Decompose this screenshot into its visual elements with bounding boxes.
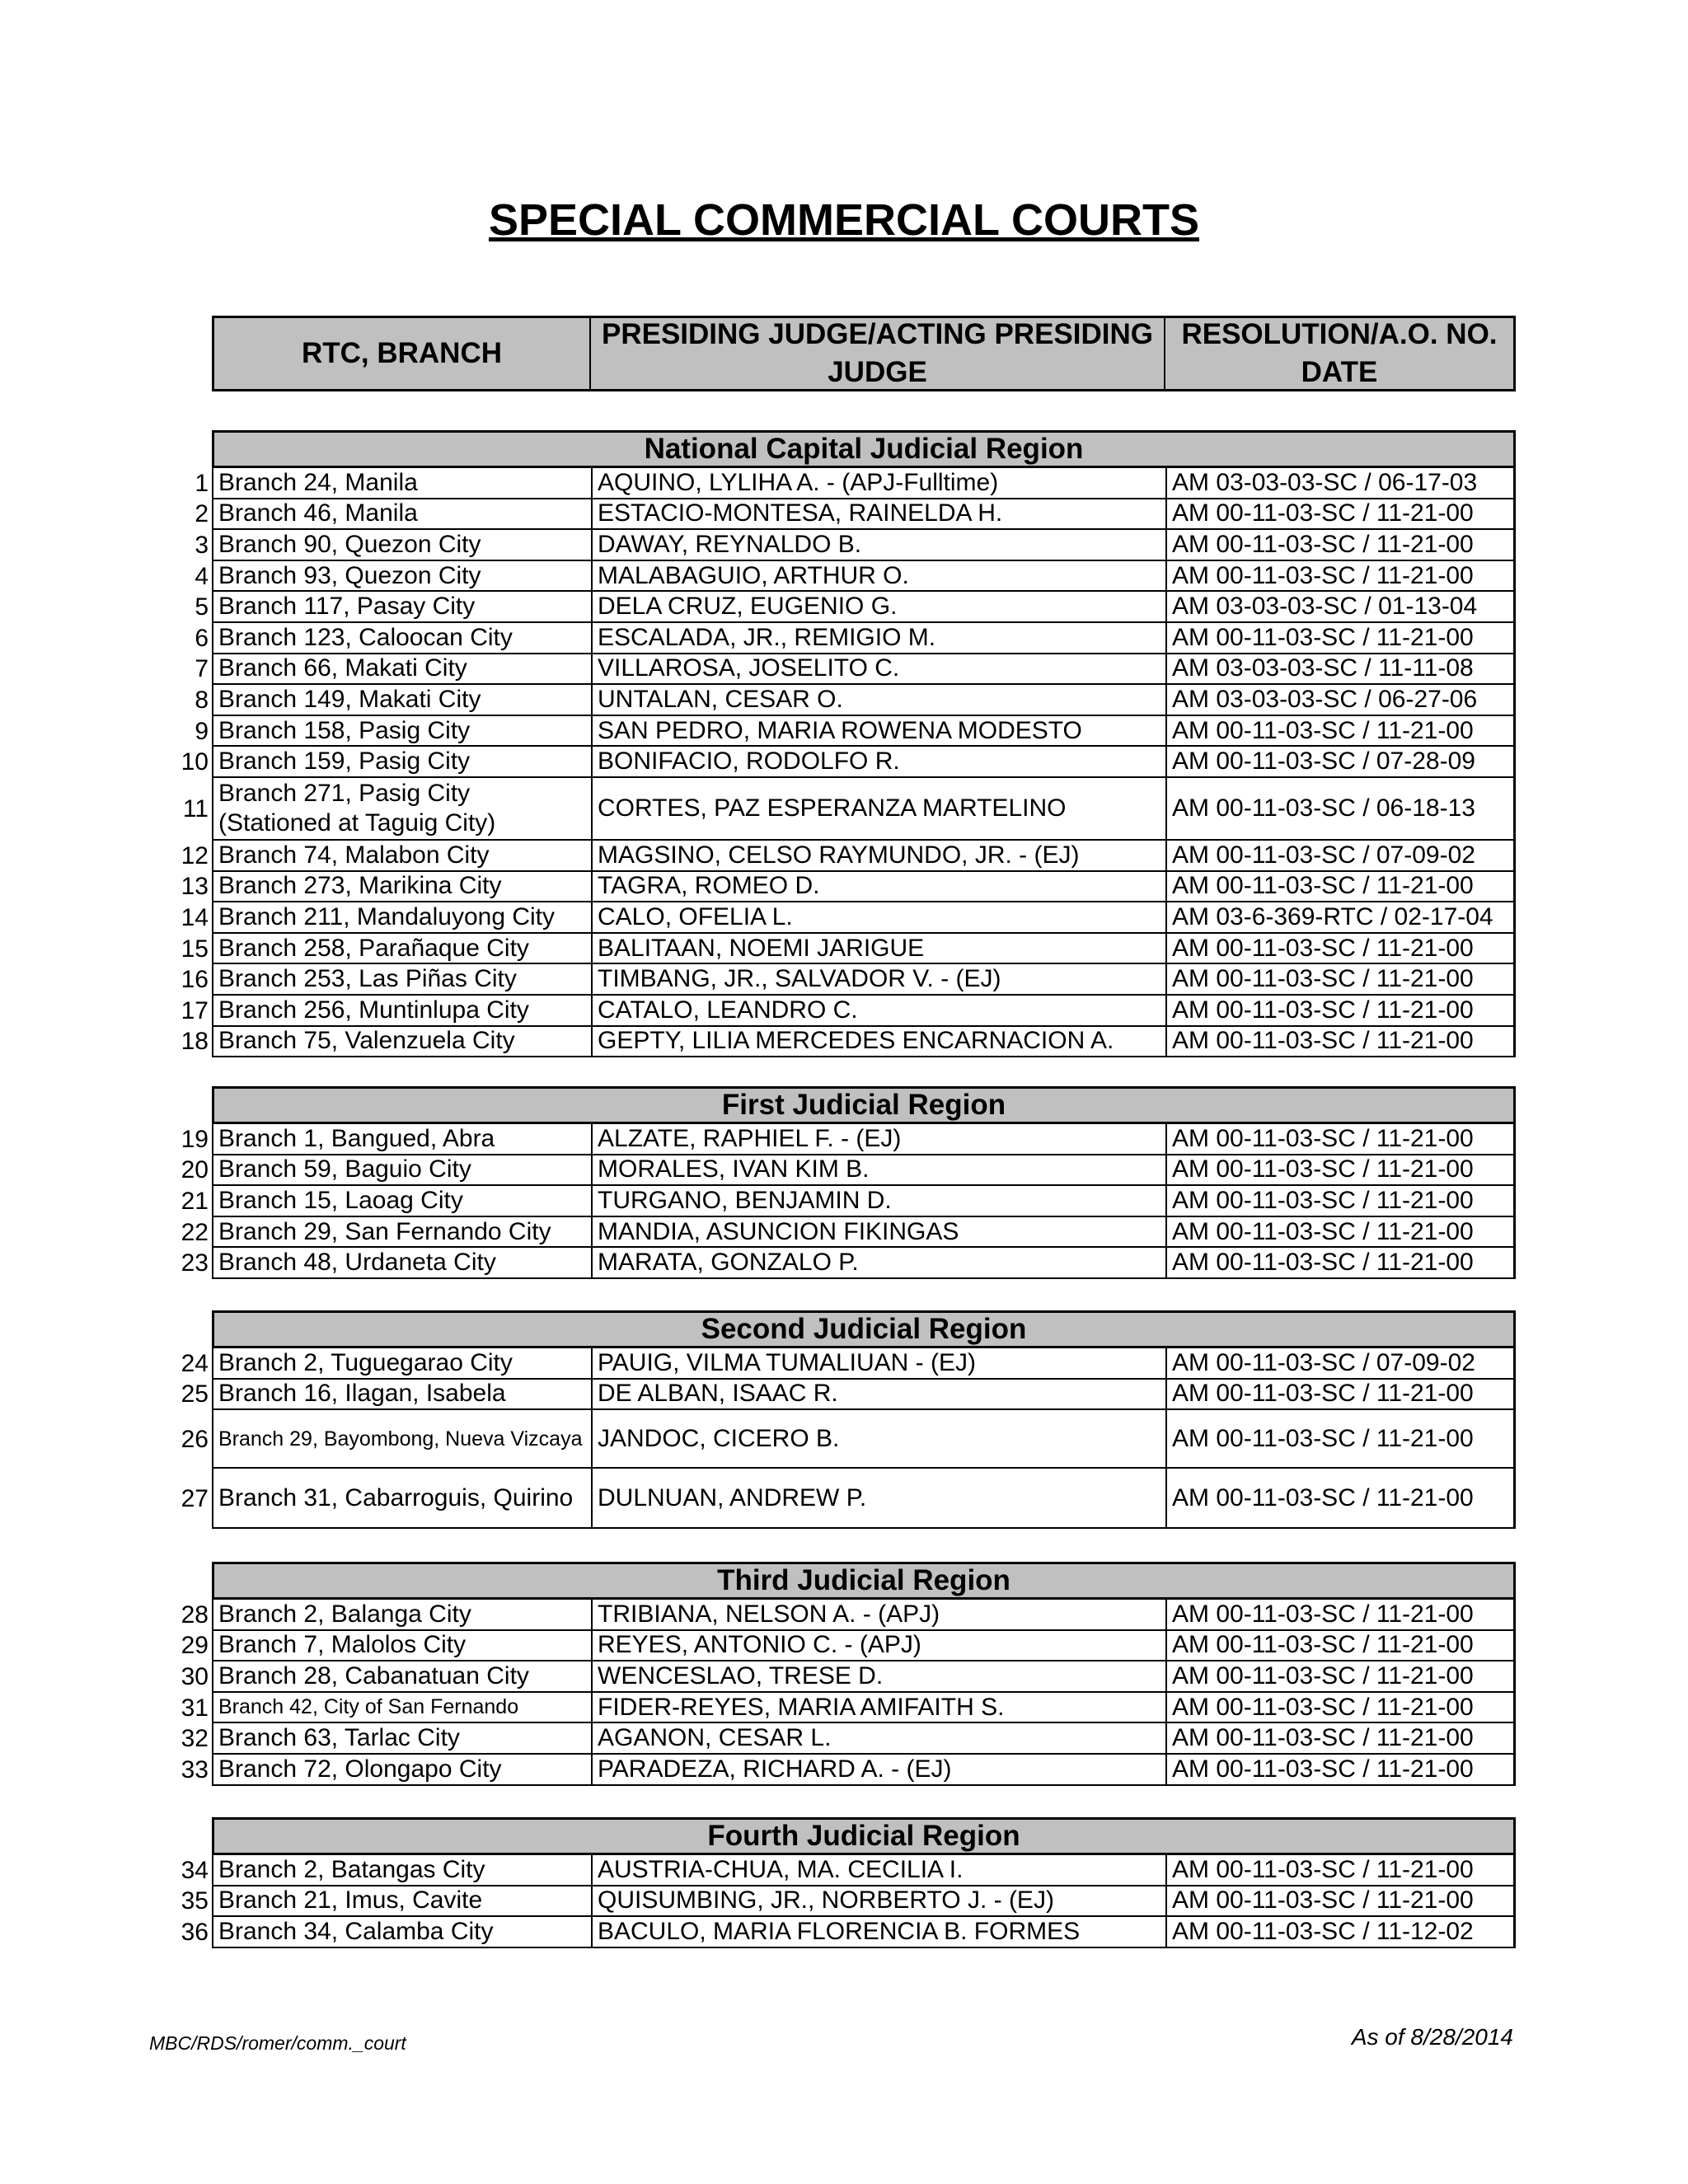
row-number: 3 <box>195 531 209 559</box>
branch-cell: Branch 2, Batangas City <box>212 1855 591 1886</box>
resolution-cell: AM 03-03-03-SC / 06-17-03 <box>1165 468 1516 499</box>
branch-cell: Branch 211, Mandaluyong City <box>212 902 591 934</box>
resolution-cell: AM 03-6-369-RTC / 02-17-04 <box>1165 902 1516 934</box>
judge-cell: BONIFACIO, RODOLFO R. <box>591 747 1165 778</box>
row-number: 13 <box>181 873 209 901</box>
branch-cell: Branch 253, Las Piñas City <box>212 964 591 996</box>
judge-cell: AGANON, CESAR L. <box>591 1723 1165 1755</box>
region-header: Third Judicial Region <box>212 1562 1516 1600</box>
branch-cell: Branch 66, Makati City <box>212 654 591 686</box>
table-row <box>0 747 1688 778</box>
row-number: 35 <box>181 1887 209 1915</box>
branch-cell: Branch 28, Cabanatuan City <box>212 1661 591 1693</box>
judge-cell: DULNUAN, ANDREW P. <box>591 1469 1165 1529</box>
branch-cell: Branch 42, City of San Fernando <box>212 1693 591 1724</box>
branch-cell: Branch 7, Malolos City <box>212 1631 591 1662</box>
region-header: Fourth Judicial Region <box>212 1817 1516 1855</box>
row-number: 12 <box>181 841 209 869</box>
judge-cell: BALITAAN, NOEMI JARIGUE <box>591 934 1165 965</box>
judge-cell: PAUIG, VILMA TUMALIUAN - (EJ) <box>591 1348 1165 1380</box>
branch-cell: Branch 74, Malabon City <box>212 841 591 872</box>
branch-cell: Branch 90, Quezon City <box>212 530 591 561</box>
row-number: 25 <box>181 1380 209 1408</box>
resolution-cell: AM 00-11-03-SC / 11-21-00 <box>1165 1755 1516 1786</box>
table-row <box>0 778 1688 841</box>
resolution-cell: AM 00-11-03-SC / 11-21-00 <box>1165 1855 1516 1886</box>
row-number: 14 <box>181 903 209 931</box>
table-row <box>0 623 1688 654</box>
row-number: 5 <box>195 593 209 621</box>
row-number: 18 <box>181 1028 209 1056</box>
resolution-cell: AM 00-11-03-SC / 11-21-00 <box>1165 1723 1516 1755</box>
judge-cell: ESTACIO-MONTESA, RAINELDA H. <box>591 499 1165 531</box>
row-number: 20 <box>181 1156 209 1184</box>
table-row <box>0 1348 1688 1380</box>
branch-cell: Branch 256, Muntinlupa City <box>212 996 591 1027</box>
table-row <box>0 561 1688 593</box>
row-number: 4 <box>195 562 209 590</box>
resolution-cell: AM 00-11-03-SC / 07-09-02 <box>1165 841 1516 872</box>
resolution-cell: AM 00-11-03-SC / 11-21-00 <box>1165 1886 1516 1918</box>
resolution-cell: AM 00-11-03-SC / 11-21-00 <box>1165 623 1516 654</box>
table-row <box>0 872 1688 903</box>
branch-cell: Branch 93, Quezon City <box>212 561 591 593</box>
branch-cell: Branch 29, San Fernando City <box>212 1217 591 1249</box>
table-row <box>0 1469 1688 1529</box>
judge-cell: SAN PEDRO, MARIA ROWENA MODESTO <box>591 716 1165 748</box>
resolution-cell: AM 00-11-03-SC / 11-21-00 <box>1165 1217 1516 1249</box>
resolution-cell: AM 00-11-03-SC / 11-21-00 <box>1165 872 1516 903</box>
page-title: SPECIAL COMMERCIAL COURTS <box>488 195 1200 245</box>
table-row <box>0 996 1688 1027</box>
row-number: 10 <box>181 748 209 776</box>
branch-cell: Branch 34, Calamba City <box>212 1917 591 1948</box>
table-row <box>0 902 1688 934</box>
footer-date: As of 8/28/2014 <box>1351 2024 1513 2050</box>
judge-cell: WENCESLAO, TRESE D. <box>591 1661 1165 1693</box>
table-row <box>0 530 1688 561</box>
table-row <box>0 1755 1688 1786</box>
row-number: 27 <box>181 1484 209 1512</box>
branch-cell: Branch 29, Bayombong, Nueva Vizcaya <box>212 1410 591 1469</box>
judge-cell: MARATA, GONZALO P. <box>591 1248 1165 1279</box>
branch-cell: Branch 63, Tarlac City <box>212 1723 591 1755</box>
table-row <box>0 1600 1688 1631</box>
resolution-cell: AM 00-11-03-SC / 11-21-00 <box>1165 934 1516 965</box>
branch-cell: Branch 123, Caloocan City <box>212 623 591 654</box>
row-number: 28 <box>181 1601 209 1629</box>
table-row <box>0 841 1688 872</box>
table-row <box>0 1380 1688 1411</box>
judge-cell: CALO, OFELIA L. <box>591 902 1165 934</box>
resolution-cell: AM 00-11-03-SC / 11-21-00 <box>1165 996 1516 1027</box>
resolution-cell: AM 03-03-03-SC / 01-13-04 <box>1165 592 1516 623</box>
header-resolution: RESOLUTION/A.O. NO. DATE <box>1181 318 1498 388</box>
branch-cell: Branch 2, Tuguegarao City <box>212 1348 591 1380</box>
judge-cell: CATALO, LEANDRO C. <box>591 996 1165 1027</box>
judge-cell: TRIBIANA, NELSON A. - (APJ) <box>591 1600 1165 1631</box>
judge-cell: MAGSINO, CELSO RAYMUNDO, JR. - (EJ) <box>591 841 1165 872</box>
region-header: Second Judicial Region <box>212 1310 1516 1348</box>
branch-cell: Branch 48, Urdaneta City <box>212 1248 591 1279</box>
judge-cell: GEPTY, LILIA MERCEDES ENCARNACION A. <box>591 1027 1165 1058</box>
table-row <box>0 964 1688 996</box>
branch-cell: Branch 158, Pasig City <box>212 716 591 748</box>
row-number: 11 <box>182 795 209 823</box>
resolution-cell: AM 00-11-03-SC / 11-21-00 <box>1165 1124 1516 1155</box>
judge-cell: AUSTRIA-CHUA, MA. CECILIA I. <box>591 1855 1165 1886</box>
branch-cell: Branch 117, Pasay City <box>212 592 591 623</box>
judge-cell: FIDER-REYES, MARIA AMIFAITH S. <box>591 1693 1165 1724</box>
resolution-cell: AM 00-11-03-SC / 11-21-00 <box>1165 1186 1516 1217</box>
resolution-cell: AM 00-11-03-SC / 11-21-00 <box>1165 1600 1516 1631</box>
table-row <box>0 654 1688 686</box>
resolution-cell: AM 00-11-03-SC / 11-21-00 <box>1165 1155 1516 1187</box>
branch-cell: Branch 258, Parañaque City <box>212 934 591 965</box>
resolution-cell: AM 00-11-03-SC / 11-12-02 <box>1165 1917 1516 1948</box>
region-header: National Capital Judicial Region <box>212 430 1516 468</box>
resolution-cell: AM 03-03-03-SC / 06-27-06 <box>1165 685 1516 716</box>
row-number: 8 <box>195 686 209 714</box>
row-number: 29 <box>181 1632 209 1660</box>
judge-cell: JANDOC, CICERO B. <box>591 1410 1165 1469</box>
table-row <box>0 1186 1688 1217</box>
judge-cell: TAGRA, ROMEO D. <box>591 872 1165 903</box>
row-number: 32 <box>181 1725 209 1753</box>
table-header <box>212 316 1516 391</box>
resolution-cell: AM 00-11-03-SC / 11-21-00 <box>1165 1410 1516 1469</box>
judge-cell: DAWAY, REYNALDO B. <box>591 530 1165 561</box>
table-row <box>0 499 1688 531</box>
table-row <box>0 1248 1688 1279</box>
row-number: 2 <box>195 500 209 528</box>
branch-cell: Branch 72, Olongapo City <box>212 1755 591 1786</box>
branch-cell: Branch 21, Imus, Cavite <box>212 1886 591 1918</box>
table-row <box>0 1855 1688 1886</box>
header-rtc-branch: RTC, BRANCH <box>214 318 591 389</box>
judge-cell: MANDIA, ASUNCION FIKINGAS <box>591 1217 1165 1249</box>
row-number: 36 <box>181 1918 209 1946</box>
resolution-cell: AM 00-11-03-SC / 11-21-00 <box>1165 1469 1516 1529</box>
footer-reference: MBC/RDS/romer/comm._court <box>149 2032 406 2054</box>
branch-cell: Branch 46, Manila <box>212 499 591 531</box>
branch-cell: Branch 159, Pasig City <box>212 747 591 778</box>
row-number: 33 <box>181 1755 209 1783</box>
branch-cell: Branch 149, Makati City <box>212 685 591 716</box>
table-row <box>0 1217 1688 1249</box>
resolution-cell: AM 00-11-03-SC / 11-21-00 <box>1165 1380 1516 1411</box>
resolution-cell: AM 00-11-03-SC / 11-21-00 <box>1165 1027 1516 1058</box>
judge-cell: ESCALADA, JR., REMIGIO M. <box>591 623 1165 654</box>
judge-cell: TURGANO, BENJAMIN D. <box>591 1186 1165 1217</box>
row-number: 24 <box>181 1349 209 1377</box>
table-row <box>0 1410 1688 1469</box>
table-row <box>0 1124 1688 1155</box>
row-number: 6 <box>195 624 209 652</box>
judge-cell: DE ALBAN, ISAAC R. <box>591 1380 1165 1411</box>
table-row <box>0 1631 1688 1662</box>
row-number: 17 <box>181 996 209 1024</box>
resolution-cell: AM 00-11-03-SC / 11-21-00 <box>1165 1631 1516 1662</box>
branch-cell: Branch 75, Valenzuela City <box>212 1027 591 1058</box>
table-row <box>0 1723 1688 1755</box>
table-row <box>0 1917 1688 1948</box>
row-number: 19 <box>181 1125 209 1153</box>
judge-cell: MALABAGUIO, ARTHUR O. <box>591 561 1165 593</box>
table-row <box>0 934 1688 965</box>
header-presiding-judge: PRESIDING JUDGE/ACTING PRESIDING JUDGE <box>591 318 1165 389</box>
resolution-cell: AM 00-11-03-SC / 11-21-00 <box>1165 1661 1516 1693</box>
resolution-cell: AM 00-11-03-SC / 06-18-13 <box>1165 778 1516 841</box>
table-row <box>0 1886 1688 1918</box>
row-number: 30 <box>181 1662 209 1690</box>
row-number: 31 <box>181 1694 209 1722</box>
row-number: 1 <box>195 469 209 497</box>
judge-cell: BACULO, MARIA FLORENCIA B. FORMES <box>591 1917 1165 1948</box>
resolution-cell: AM 00-11-03-SC / 11-21-00 <box>1165 716 1516 748</box>
resolution-cell: AM 00-11-03-SC / 11-21-00 <box>1165 530 1516 561</box>
row-number: 15 <box>181 935 209 963</box>
row-number: 16 <box>181 966 209 994</box>
branch-cell: Branch 271, Pasig City (Stationed at Taguig City) <box>212 778 591 841</box>
branch-cell: Branch 31, Cabarroguis, Quirino <box>212 1469 591 1529</box>
resolution-cell: AM 00-11-03-SC / 07-28-09 <box>1165 747 1516 778</box>
resolution-cell: AM 00-11-03-SC / 11-21-00 <box>1165 964 1516 996</box>
row-number: 9 <box>195 717 209 745</box>
table-row <box>0 716 1688 748</box>
row-number: 7 <box>195 655 209 683</box>
table-row <box>0 1661 1688 1693</box>
resolution-cell: AM 00-11-03-SC / 07-09-02 <box>1165 1348 1516 1380</box>
judge-cell: VILLAROSA, JOSELITO C. <box>591 654 1165 686</box>
row-number: 22 <box>181 1218 209 1246</box>
table-row <box>0 685 1688 716</box>
branch-cell: Branch 24, Manila <box>212 468 591 499</box>
resolution-cell: AM 00-11-03-SC / 11-21-00 <box>1165 1248 1516 1279</box>
judge-cell: TIMBANG, JR., SALVADOR V. - (EJ) <box>591 964 1165 996</box>
branch-cell: Branch 273, Marikina City <box>212 872 591 903</box>
judge-cell: UNTALAN, CESAR O. <box>591 685 1165 716</box>
branch-cell: Branch 1, Bangued, Abra <box>212 1124 591 1155</box>
row-number: 34 <box>181 1856 209 1884</box>
resolution-cell: AM 00-11-03-SC / 11-21-00 <box>1165 1693 1516 1724</box>
row-number: 21 <box>181 1187 209 1215</box>
judge-cell: MORALES, IVAN KIM B. <box>591 1155 1165 1187</box>
judge-cell: CORTES, PAZ ESPERANZA MARTELINO <box>591 778 1165 841</box>
judge-cell: PARADEZA, RICHARD A. - (EJ) <box>591 1755 1165 1786</box>
table-row <box>0 1155 1688 1187</box>
row-number: 26 <box>181 1425 209 1453</box>
judge-cell: QUISUMBING, JR., NORBERTO J. - (EJ) <box>591 1886 1165 1918</box>
judge-cell: REYES, ANTONIO C. - (APJ) <box>591 1631 1165 1662</box>
resolution-cell: AM 00-11-03-SC / 11-21-00 <box>1165 499 1516 531</box>
judge-cell: AQUINO, LYLIHA A. - (APJ-Fulltime) <box>591 468 1165 499</box>
table-row <box>0 468 1688 499</box>
resolution-cell: AM 00-11-03-SC / 11-21-00 <box>1165 561 1516 593</box>
branch-cell: Branch 2, Balanga City <box>212 1600 591 1631</box>
table-row <box>0 1693 1688 1724</box>
region-header: First Judicial Region <box>212 1086 1516 1124</box>
judge-cell: ALZATE, RAPHIEL F. - (EJ) <box>591 1124 1165 1155</box>
branch-cell: Branch 15, Laoag City <box>212 1186 591 1217</box>
branch-cell: Branch 16, Ilagan, Isabela <box>212 1380 591 1411</box>
table-row <box>0 592 1688 623</box>
table-row <box>0 1027 1688 1058</box>
judge-cell: DELA CRUZ, EUGENIO G. <box>591 592 1165 623</box>
resolution-cell: AM 03-03-03-SC / 11-11-08 <box>1165 654 1516 686</box>
row-number: 23 <box>181 1249 209 1277</box>
branch-cell: Branch 59, Baguio City <box>212 1155 591 1187</box>
